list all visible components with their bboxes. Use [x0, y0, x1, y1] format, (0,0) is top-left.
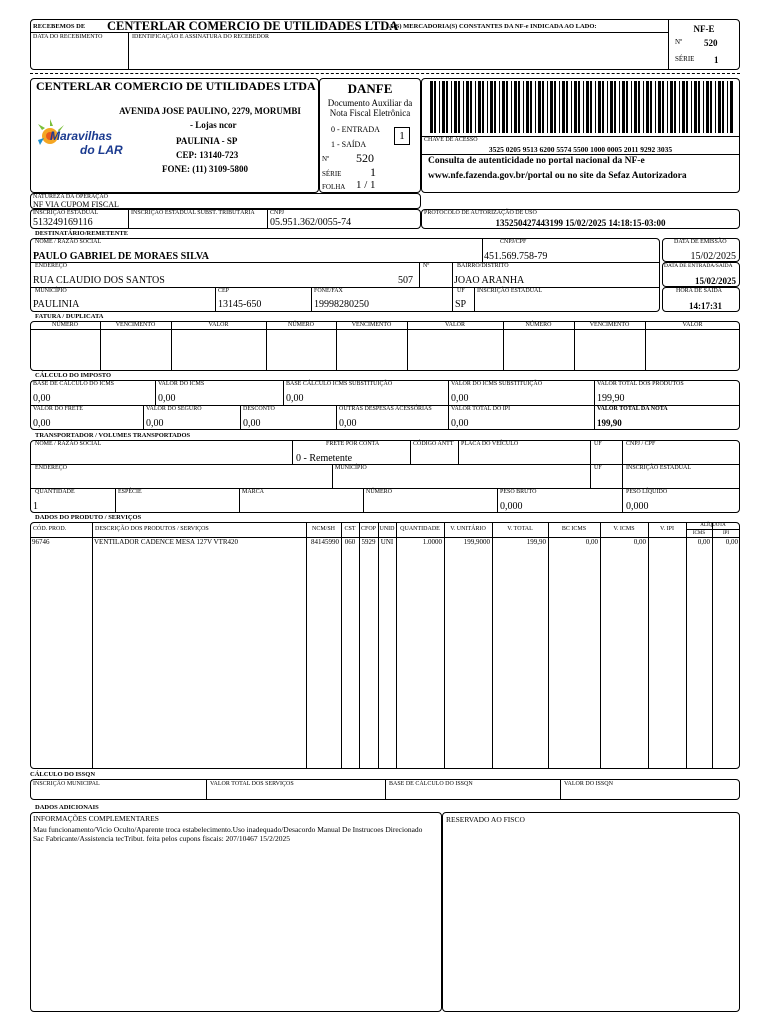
imposto-label: VALOR DO SEGURO	[146, 406, 202, 412]
barcode-bar	[674, 81, 676, 133]
canhoto-serie: 1	[714, 55, 719, 65]
dest-cep-label: CEP	[218, 288, 230, 294]
barcode-bar	[578, 81, 580, 133]
barcode-bar	[698, 81, 700, 133]
transp-municipio-label: MUNICÍPIO	[335, 465, 367, 471]
danfe-subtitle-1: Documento Auxiliar da	[327, 98, 413, 108]
natureza-value: NF VIA CUPOM FISCAL	[33, 200, 119, 209]
barcode-bar	[730, 81, 733, 133]
barcode-bar	[538, 81, 541, 133]
chave-value: 3525 0205 9513 6200 5574 5500 1000 0005 2011 9292 3035	[488, 145, 673, 154]
imposto-label: VALOR DO ICMS SUBSTITUIÇÃO	[451, 381, 543, 387]
produto-header-aliquota: ALÍQUOTA	[700, 523, 726, 528]
barcode-bar	[670, 81, 673, 133]
barcode-bar	[619, 81, 620, 133]
dest-bairro: JOAO ARANHA	[454, 275, 525, 286]
produto-cell-cfop: 5929	[361, 538, 376, 546]
barcode-bar	[430, 81, 433, 133]
imposto-value: 0,00	[451, 393, 469, 404]
produto-cell-descricao: VENTILADOR CADENCE MESA 127V VTR420	[94, 538, 239, 546]
barcode-bar	[475, 81, 476, 133]
barcode-bar	[535, 81, 536, 133]
info-line-1: Mau funcionamento/Vicio Oculto/Aparente troca estabelecimento.Uso inadequado/Desacordo Manual De Instrucoes Direcionado	[33, 825, 423, 834]
transp-quantidade: 1	[33, 501, 38, 512]
produto-cell-qtd: 1.0000	[422, 538, 442, 546]
fatura-header: VALOR	[682, 322, 703, 328]
fisco-label: RESERVADO AO FISCO	[446, 815, 525, 824]
imposto-value: 0,00	[451, 418, 469, 429]
ie-value: 513249169116	[33, 217, 93, 228]
fatura-header: NÚMERO	[51, 322, 78, 328]
danfe-serie-label: SÉRIE	[322, 170, 342, 178]
barcode-bar	[530, 81, 532, 133]
barcode-bar	[586, 81, 589, 133]
barcode-bar	[598, 81, 601, 133]
valor-total-nota: 199,90	[597, 418, 622, 428]
barcode-bar	[547, 81, 548, 133]
emitente-endereco: AVENIDA JOSE PAULINO, 2279, MORUMBI	[119, 106, 301, 116]
fatura-header: VALOR	[445, 322, 465, 328]
dest-cnpj-label: CNPJ/CPF	[500, 239, 527, 245]
produto-cell-vunit: 199,9000	[463, 538, 490, 546]
transportador-section: TRANSPORTADOR / VOLUMES TRANSPORTADOS	[35, 432, 191, 439]
barcode-bar	[571, 81, 572, 133]
dest-uf: SP	[455, 299, 467, 310]
produto-header-unid: UNID	[379, 526, 395, 532]
danfe-folha-label: FOLHA	[322, 183, 346, 191]
produto-header-vunit: V. UNITÁRIO	[450, 526, 486, 532]
barcode-bar	[595, 81, 596, 133]
issqn-servicos-label: VALOR TOTAL DOS SERVIÇOS	[210, 781, 294, 787]
transp-peso-liquido: 0,000	[626, 501, 649, 512]
barcode-bar	[550, 81, 553, 133]
emitente-nome: CENTERLAR COMERCIO DE UTILIDADES LTDA	[36, 79, 316, 93]
barcode-bar	[470, 81, 472, 133]
produto-cell-bc_icms: 0,00	[585, 538, 598, 546]
dest-endereco-label: ENDEREÇO	[35, 263, 67, 269]
issqn-im-label: INSCRIÇÃO MUNICIPAL	[33, 781, 100, 787]
natureza-label: NATUREZA DA OPERAÇÃO	[33, 194, 109, 200]
barcode-bar	[682, 81, 685, 133]
fatura-header: VENCIMENTO	[115, 322, 156, 328]
produto-header-codigo: CÓD. PROD.	[33, 526, 67, 532]
barcode-bar	[439, 81, 440, 133]
reservado-fisco-box	[442, 812, 740, 1012]
barcode-bar	[511, 81, 512, 133]
cnpj-label: CNPJ	[270, 210, 285, 216]
barcode-bar	[482, 81, 484, 133]
transp-marca-label: MARCA	[242, 489, 265, 495]
barcode-bar	[490, 81, 493, 133]
danfe-numero-label: Nº	[322, 155, 330, 163]
danfe-tipo: 1	[394, 127, 410, 145]
produto-cell-unid: UNI	[380, 538, 394, 546]
barcode-bar	[626, 81, 628, 133]
imposto-value: 0,00	[33, 418, 51, 429]
produto-header-cfop: CFOP	[360, 526, 376, 532]
danfe-entrada: 0 - ENTRADA	[331, 125, 380, 134]
transp-ie-label: INSCRIÇÃO ESTADUAL	[626, 465, 692, 471]
imposto-value: 199,90	[597, 393, 625, 404]
imposto-label: VALOR TOTAL DA NOTA	[597, 406, 668, 412]
barcode-bar	[518, 81, 520, 133]
fatura-header: NÚMERO	[525, 322, 552, 328]
transp-uf2-label: UF	[594, 465, 602, 471]
hora-saida-label: HORA DE SAÍDA	[676, 288, 723, 294]
canhoto-numero-label: Nº	[675, 38, 683, 46]
barcode-bar	[562, 81, 565, 133]
barcode-bar	[706, 81, 709, 133]
protocolo-value: 135250427443199 15/02/2025 14:18:15-03:00	[495, 218, 666, 228]
barcode-bar	[494, 81, 496, 133]
chave-consulta-1: Consulta de autenticidade no portal nacional da NF-e	[428, 156, 645, 166]
produto-header-aliq-icms: ICMS	[692, 531, 706, 536]
barcode-bar	[466, 81, 469, 133]
produto-header-vtotal: V. TOTAL	[507, 526, 533, 532]
cnpj-value: 05.951.362/0055-74	[270, 217, 352, 228]
barcode-bar	[523, 81, 524, 133]
barcode-bar	[694, 81, 697, 133]
dest-nome: PAULO GABRIEL DE MORAES SILVA	[33, 251, 209, 262]
barcode-bar	[554, 81, 556, 133]
barcode-bar	[658, 81, 661, 133]
hora-saida: 14:17:31	[689, 301, 722, 311]
barcode-bar	[514, 81, 517, 133]
barcode-bar	[622, 81, 625, 133]
imposto-value: 0,00	[286, 393, 304, 404]
produto-header-bc_icms: BC ICMS	[561, 526, 587, 532]
imposto-label: VALOR DO FRETE	[33, 406, 83, 412]
adicionais-section: DADOS ADICIONAIS	[35, 804, 99, 811]
issqn-section: CÁLCULO DO ISSQN	[30, 771, 96, 778]
transp-frete: 0 - Remetente	[296, 453, 353, 464]
barcode-bar	[646, 81, 649, 133]
barcode-bar	[715, 81, 716, 133]
produto-cell-vtotal: 199,90	[526, 538, 546, 546]
fatura-header: VENCIMENTO	[589, 322, 630, 328]
transp-quantidade-label: QUANTIDADE	[35, 489, 75, 495]
dest-municipio: PAULINIA	[33, 299, 80, 310]
canhoto-nfe-label: NF-E	[693, 24, 715, 34]
imposto-label: OUTRAS DESPESAS ACESSÓRIAS	[339, 406, 432, 412]
danfe-title: DANFE	[347, 81, 393, 96]
emitente-cidade: PAULINIA - SP	[176, 136, 238, 146]
fatura-header: VALOR	[208, 322, 229, 328]
emitente-complemento: - Lojas ncor	[190, 120, 237, 130]
barcode-bar	[502, 81, 505, 133]
canhoto-recebemos-suffix: . A(S) MERCADORIA(S) CONSTANTES DA NF-e INDICADA AO LADO:	[386, 23, 597, 30]
emitente-cep: CEP: 13140-723	[176, 150, 239, 160]
produtos-table	[30, 522, 740, 769]
barcode-bar	[686, 81, 688, 133]
imposto-value: 0,00	[158, 393, 176, 404]
barcode-bar	[727, 81, 728, 133]
barcode-bar	[667, 81, 668, 133]
barcode-bar	[506, 81, 508, 133]
barcode-bar	[526, 81, 529, 133]
barcode-bar	[574, 81, 577, 133]
fatura-section: FATURA / DUPLICATA	[35, 313, 104, 320]
barcode-bar	[662, 81, 664, 133]
imposto-label: VALOR TOTAL DOS PRODUTOS	[597, 381, 684, 387]
produto-header-descricao: DESCRIÇÃO DOS PRODUTOS / SERVIÇOS	[95, 526, 209, 532]
dest-bairro-label: BAIRRO/DISTRITO	[457, 263, 509, 269]
produto-header-aliq-ipi: IPI	[722, 531, 730, 536]
danfe-numero: 520	[356, 151, 374, 165]
barcode-bar	[583, 81, 584, 133]
dest-numero: 507	[398, 275, 413, 286]
imposto-label: BASE CÁLCULO ICMS SUBSTITUIÇÃO	[286, 381, 393, 387]
barcode-bar	[634, 81, 637, 133]
transp-numero-label: NÚMERO	[366, 489, 393, 495]
barcode-bar	[463, 81, 464, 133]
info-label: INFORMAÇÕES COMPLEMENTARES	[33, 814, 159, 823]
barcode-bar	[650, 81, 652, 133]
barcode-bar	[638, 81, 640, 133]
imposto-value: 0,00	[146, 418, 164, 429]
produto-header-v_icms: V. ICMS	[613, 526, 635, 532]
transp-endereco-label: ENDEREÇO	[35, 465, 67, 471]
chave-label: CHAVE DE ACESSO	[424, 137, 478, 143]
barcode-bar	[542, 81, 544, 133]
imposto-label: DESCONTO	[243, 406, 275, 412]
dest-uf-label: UF	[457, 288, 465, 294]
imposto-value: 0,00	[243, 418, 261, 429]
dest-nome-label: NOME / RAZÃO SOCIAL	[35, 239, 102, 245]
transp-peso-liquido-label: PESO LÍQUIDO	[626, 489, 668, 495]
canhoto-recebemos: RECEBEMOS DE	[33, 23, 86, 30]
barcode-bar	[710, 81, 712, 133]
store-logo	[36, 118, 126, 158]
danfe-saida: 1 - SAÍDA	[331, 140, 367, 149]
dest-cep: 13145-650	[218, 299, 262, 310]
transp-cnpj-label: CNPJ / CPF	[626, 441, 656, 447]
canhoto-emitente: CENTERLAR COMERCIO DE UTILIDADES LTDA	[107, 19, 399, 33]
barcode-bar	[442, 81, 445, 133]
ie-label: INSCRIÇÃO ESTADUAL	[33, 210, 99, 216]
barcode-bar	[458, 81, 460, 133]
barcode-bar	[703, 81, 704, 133]
imposto-label: VALOR TOTAL DO IPI	[451, 406, 511, 412]
canhoto-serie-label: SÉRIE	[675, 55, 695, 63]
dest-fone: 19998280250	[314, 299, 369, 310]
fatura-header: VENCIMENTO	[351, 322, 392, 328]
logo-text-1: Maravilhas	[50, 129, 113, 143]
produtos-section: DADOS DO PRODUTO / SERVIÇOS	[35, 514, 142, 521]
barcode-bar	[454, 81, 457, 133]
dest-fone-label: FONE/FAX	[314, 288, 343, 294]
imposto-value: 0,00	[339, 418, 357, 429]
dest-numero-label: Nº	[423, 263, 430, 269]
imposto-label: BASE DE CÁLCULO DO ICMS	[33, 381, 115, 387]
barcode-bar	[566, 81, 568, 133]
barcode-bar	[607, 81, 608, 133]
issqn-valor-label: VALOR DO ISSQN	[564, 781, 613, 787]
transp-antt-label: CÓDIGO ANTT	[413, 441, 454, 447]
produto-header-ncm: NCM/SH	[311, 526, 335, 532]
produto-cell-codigo: 96746	[32, 538, 50, 546]
data-emissao: 15/02/2025	[690, 251, 736, 262]
protocolo-label: PROTOCOLO DE AUTORIZAÇÃO DE USO	[424, 210, 537, 216]
destinatario-section: DESTINATÁRIO/REMETENTE	[35, 230, 129, 237]
barcode-bar	[434, 81, 436, 133]
barcode-bar	[487, 81, 488, 133]
barcode-bar	[631, 81, 632, 133]
emitente-fone: FONE: (11) 3109-5800	[162, 164, 248, 174]
barcode-bar	[590, 81, 592, 133]
transp-peso-bruto: 0,000	[500, 501, 523, 512]
canhoto-numero: 520	[704, 38, 718, 48]
data-saida: 15/02/2025	[694, 276, 736, 286]
barcode-bar	[559, 81, 560, 133]
transp-nome-label: NOME / RAZÃO SOCIAL	[35, 441, 102, 447]
danfe-folha: 1 / 1	[356, 179, 376, 191]
produto-header-v_ipi: V. IPI	[660, 526, 674, 532]
barcode-bar	[655, 81, 656, 133]
chave-consulta-2: www.nfe.fazenda.gov.br/portal ou no site da Sefaz Autorizadora	[428, 171, 687, 181]
ie-st-label: INSCRIÇÃO ESTADUAL SUBST. TRIBUTÁRIA	[131, 210, 255, 216]
issqn-base-label: BASE DE CÁLCULO DO ISSQN	[389, 781, 473, 787]
data-emissao-label: DATA DE EMISSÃO	[674, 239, 727, 245]
produto-cell-aliq_icms: 0,00	[697, 538, 710, 546]
barcode-bar	[718, 81, 721, 133]
produto-cell-cst: 060	[344, 538, 356, 546]
transp-peso-bruto-label: PESO BRUTO	[500, 489, 537, 495]
barcode-bar	[643, 81, 644, 133]
barcode-bar	[451, 81, 452, 133]
barcode-bar	[499, 81, 500, 133]
info-line-2: Sac Fabricante/Assistencia tecTribut. feita pelos cupons fiscais: 207/10467 15/2/2025	[33, 834, 290, 843]
produto-header-qtd: QUANTIDADE	[400, 526, 440, 532]
dest-municipio-label: MUNICÍPIO	[35, 288, 67, 294]
danfe-serie: 1	[370, 165, 376, 179]
fatura-header: NÚMERO	[287, 322, 314, 328]
identificacao-label: IDENTIFICAÇÃO E ASSINATURA DO RECEBEDOR	[132, 34, 270, 40]
barcode-bar	[446, 81, 448, 133]
imposto-section: CÁLCULO DO IMPOSTO	[35, 372, 112, 379]
barcode	[428, 81, 734, 133]
barcode-bar	[614, 81, 616, 133]
dest-cnpj: 451.569.758-79	[484, 251, 548, 262]
transp-placa-label: PLACA DO VEÍCULO	[461, 441, 519, 447]
barcode-bar	[679, 81, 680, 133]
barcode-bar	[602, 81, 604, 133]
imposto-value: 0,00	[33, 393, 51, 404]
dest-endereco: RUA CLAUDIO DOS SANTOS	[33, 275, 165, 286]
data-saida-label: DATA DE ENTRADA/SAÍDA	[664, 263, 733, 269]
barcode-bar	[610, 81, 613, 133]
transp-especie-label: ESPÉCIE	[118, 489, 142, 495]
produto-cell-ncm: 84145990	[311, 538, 339, 546]
produto-header-cst: CST	[344, 526, 356, 532]
transp-frete-label: FRETE POR CONTA	[326, 441, 380, 447]
data-recebimento-label: DATA DO RECEBIMENTO	[33, 34, 103, 40]
barcode-bar	[478, 81, 481, 133]
produto-cell-v_icms: 0,00	[633, 538, 646, 546]
barcode-bar	[691, 81, 692, 133]
transp-uf-label: UF	[594, 441, 602, 447]
barcode-bar	[722, 81, 724, 133]
logo-text-2: do LAR	[80, 143, 123, 157]
dest-ie-label: INSCRIÇÃO ESTADUAL	[477, 288, 543, 294]
imposto-label: VALOR DO ICMS	[158, 381, 205, 387]
danfe-subtitle-2: Nota Fiscal Eletrônica	[329, 108, 411, 118]
produto-cell-aliq_ipi: 0,00	[725, 538, 738, 546]
